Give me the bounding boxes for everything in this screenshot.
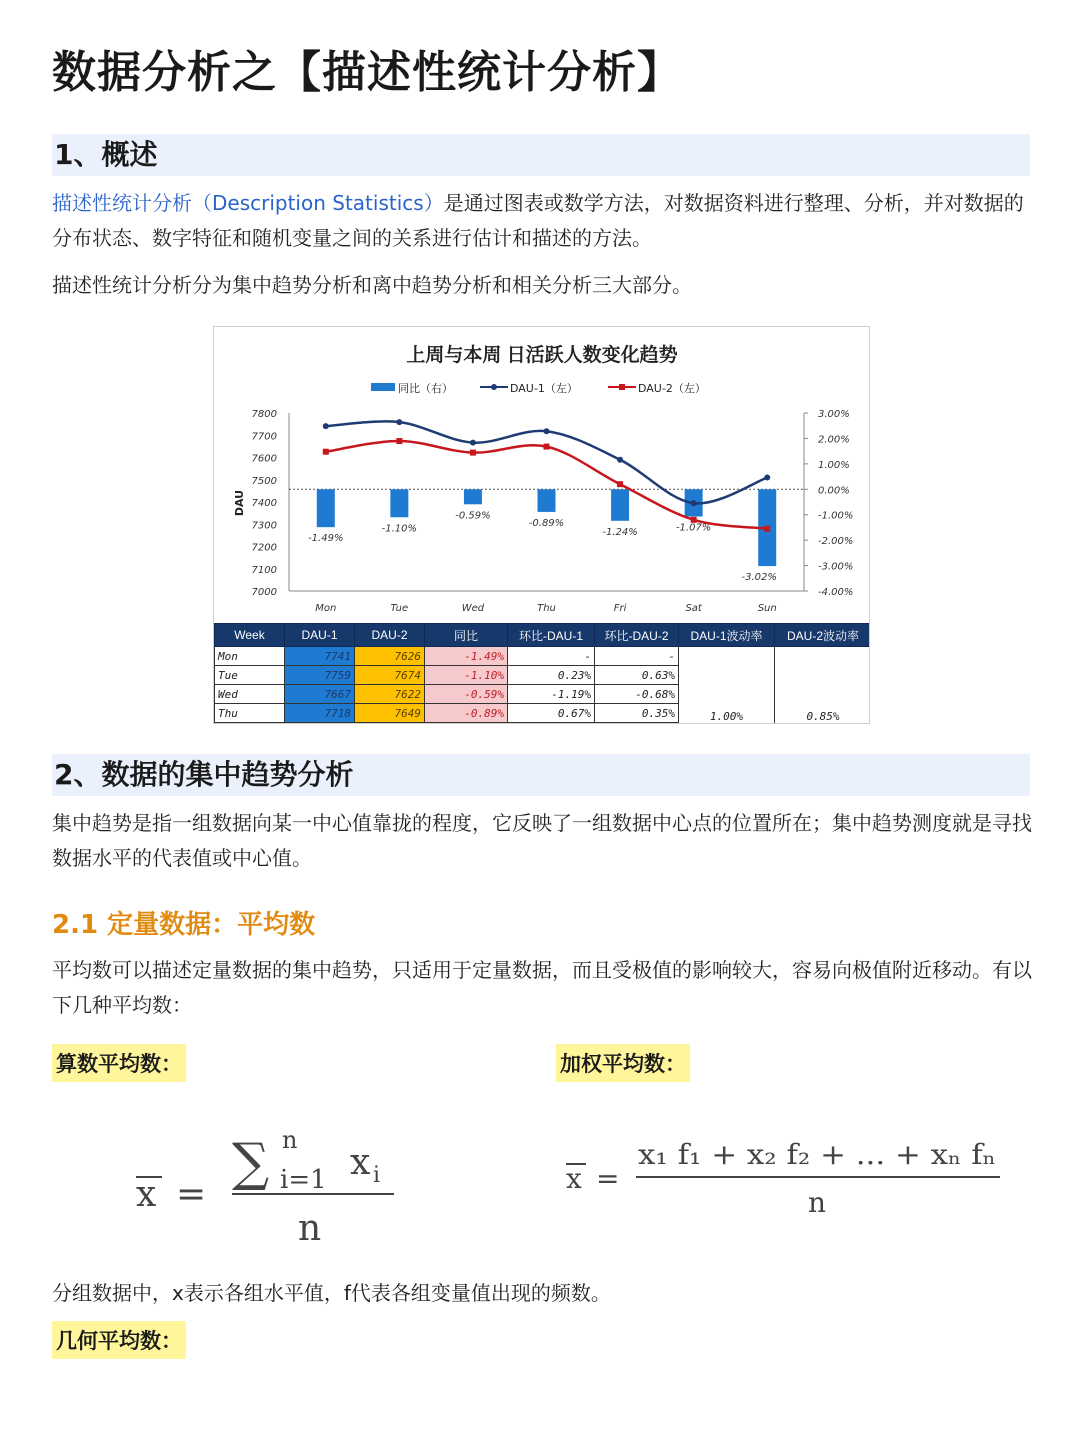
table-cell: 0.63% <box>595 666 679 685</box>
y-right-tick-label: 3.00% <box>818 409 850 420</box>
table-cell: 7622 <box>355 685 425 704</box>
table-header-row <box>215 624 871 647</box>
dau2-point <box>396 438 402 444</box>
dau-chart-figure <box>213 326 870 724</box>
equals-sign: = <box>176 1174 207 1215</box>
weighted-mean-formula <box>560 1126 1010 1226</box>
dau2-point <box>323 449 329 455</box>
dau1-point <box>764 475 770 481</box>
y-right-tick-label: 1.00% <box>818 459 850 471</box>
table-cell: 7649 <box>355 704 425 723</box>
dau1-point <box>617 457 623 463</box>
x-tick-label: Fri <box>613 603 627 614</box>
table-cell: - <box>508 647 595 666</box>
yoy-bar <box>538 489 556 512</box>
dau2-point <box>764 526 770 532</box>
page-title: 数据分析之【描述性统计分析】 <box>52 47 682 98</box>
table-header: DAU-2波动率 <box>775 624 871 647</box>
yoy-bar-label: -1.24% <box>602 526 638 538</box>
dau1-point <box>691 500 697 506</box>
table-cell: -0.68% <box>595 685 679 704</box>
dau-trend-chart <box>214 327 870 623</box>
table-cell: 7674 <box>355 666 425 685</box>
table-cell: 7718 <box>285 704 355 723</box>
overview-paragraph <box>52 186 1032 256</box>
table-header: 环比-DAU-2 <box>595 624 679 647</box>
legend-label-yoy: 同比（右） <box>398 382 453 395</box>
y-right-tick-label: -3.00% <box>818 561 854 573</box>
tag-arithmetic-mean: 算数平均数： <box>52 1044 186 1082</box>
table-cell-vol1: 1.00% <box>679 647 775 723</box>
section-heading-overview: 1、概述 <box>52 134 1030 176</box>
yoy-bar <box>390 489 408 517</box>
table-cell: Wed <box>215 685 285 704</box>
overview-paragraph-2: 描述性统计分析分为集中趋势分析和离中趋势分析和相关分析三大部分。 <box>52 273 692 297</box>
table-header: 同比 <box>425 624 508 647</box>
table-header: Week <box>215 624 285 647</box>
legend-bar-swatch <box>371 383 395 391</box>
mean-paragraph: 平均数可以描述定量数据的集中趋势，只适用于定量数据，而且受极值的影响较大，容易向极值附近移动。有以下几种平均数： <box>52 958 1032 1017</box>
tag-geometric-mean: 几何平均数： <box>52 1321 186 1359</box>
subsection-heading-mean: 2.1 定量数据：平均数 <box>52 910 316 940</box>
table-cell: -0.89% <box>425 704 508 723</box>
table-cell: 7667 <box>285 685 355 704</box>
xi-subscript: i <box>373 1163 381 1188</box>
legend-marker-dau1 <box>491 384 497 390</box>
yoy-bar <box>317 489 335 527</box>
weighted-numerator: x₁ f₁ + x₂ f₂ + ... + xₙ fₙ <box>638 1138 996 1171</box>
xi-symbol: x <box>350 1142 371 1183</box>
y-left-tick-label: 7500 <box>251 475 277 487</box>
dau-lines <box>323 419 770 535</box>
table-cell: Mon <box>215 647 285 666</box>
x-tick-label: Thu <box>537 603 556 614</box>
yoy-bar-label: -0.59% <box>455 510 491 522</box>
y-left-tick-label: 7000 <box>251 587 277 598</box>
weighted-denominator: n <box>808 1186 827 1219</box>
dau1-point <box>323 423 329 429</box>
x-tick-label: Mon <box>315 603 337 614</box>
y-right-tick-label: -4.00% <box>818 587 854 598</box>
y-left-tick-label: 7300 <box>251 520 277 532</box>
y-left-tick-label: 7100 <box>251 564 277 576</box>
xbar-symbol: x <box>136 1174 157 1215</box>
section-heading-central-tendency: 2、数据的集中趋势分析 <box>52 754 1030 796</box>
dau1-point <box>470 440 476 446</box>
yoy-bar-label: -0.89% <box>528 517 565 529</box>
table-cell: -1.10% <box>425 666 508 685</box>
table-cell: - <box>595 647 679 666</box>
chart-title: 上周与本周 日活跃人数变化趋势 <box>406 345 678 366</box>
sum-upper-limit: n <box>282 1126 298 1154</box>
dau2-point <box>470 450 476 456</box>
y-left-tick-label: 7700 <box>251 431 277 443</box>
x-tick-label: Sun <box>757 603 777 614</box>
table-header: DAU-2 <box>355 624 425 647</box>
dau1-point <box>544 428 550 434</box>
table-row <box>215 647 871 666</box>
table-cell: 0.67% <box>508 704 595 723</box>
table-cell: Thu <box>215 704 285 723</box>
dau-data-table <box>214 623 870 723</box>
x-tick-label: Tue <box>390 603 409 614</box>
chart-legend <box>371 381 706 395</box>
dau2-point <box>691 517 697 523</box>
dau2-point <box>544 444 550 450</box>
central-tendency-paragraph: 集中趋势是指一组数据向某一中心值靠拢的程度，它反映了一组数据中心点的位置所在；集中趋势测度就是寻找数据水平的代表值或中心值。 <box>52 811 1032 870</box>
dau1-point <box>396 419 402 425</box>
tag-weighted-mean: 加权平均数： <box>556 1044 690 1082</box>
grouped-data-note: 分组数据中，x表示各组水平值，f代表各组变量值出现的频数。 <box>52 1281 611 1305</box>
x-tick-label: Wed <box>461 603 485 614</box>
table-header: DAU-1 <box>285 624 355 647</box>
sum-lower-limit: i=1 <box>280 1165 327 1195</box>
y-right-tick-label: 2.00% <box>818 434 850 446</box>
yoy-bar-label: -1.07% <box>675 522 712 534</box>
equals-sign-weighted: = <box>596 1162 620 1195</box>
y-right-tick-label: -2.00% <box>818 536 854 548</box>
table-cell: Tue <box>215 666 285 685</box>
y-right-tick-label: -1.00% <box>818 510 854 522</box>
y-right-tick-label: 0.00% <box>818 485 850 497</box>
yoy-bar-label: -1.10% <box>381 523 418 535</box>
yoy-bar <box>464 489 482 504</box>
y-left-tick-label: 7200 <box>251 542 277 554</box>
table-header: DAU-1波动率 <box>679 624 775 647</box>
y-left-tick-label: 7600 <box>251 453 277 465</box>
legend-label-dau1: DAU-1（左） <box>510 382 578 395</box>
table-cell: 7759 <box>285 666 355 685</box>
table-cell: 7626 <box>355 647 425 666</box>
table-cell: 7741 <box>285 647 355 666</box>
yoy-bar <box>611 489 629 521</box>
y-axis-title: DAU <box>233 489 246 517</box>
legend-label-dau2: DAU-2（左） <box>638 382 706 395</box>
table-header: 环比-DAU-1 <box>508 624 595 647</box>
highlighted-term: 描述性统计分析（Description Statistics） <box>52 191 444 215</box>
x-tick-label: Sat <box>685 603 702 614</box>
table-cell: -1.49% <box>425 647 508 666</box>
y-left-tick-label: 7800 <box>251 409 277 420</box>
yoy-bar-label: -3.02% <box>741 572 777 584</box>
table-cell: 0.35% <box>595 704 679 723</box>
dau2-point <box>617 481 623 487</box>
legend-marker-dau2 <box>619 384 625 390</box>
overview-text: 是通过图表或数学方法，对数据资料进行整理、分析，并对数据的分布状态、数字特征和随机变量之间的关系进行估计和描述的方法。 <box>52 191 1024 250</box>
sum-symbol: ∑ <box>232 1133 270 1193</box>
xbar-symbol-weighted: x <box>566 1162 582 1195</box>
table-cell-vol2: 0.85% <box>775 647 871 723</box>
table-cell: -0.59% <box>425 685 508 704</box>
denominator-n: n <box>298 1208 322 1249</box>
arithmetic-mean-formula <box>120 1118 420 1258</box>
y-left-tick-label: 7400 <box>251 498 277 509</box>
table-cell: 0.23% <box>508 666 595 685</box>
table-cell: -1.19% <box>508 685 595 704</box>
yoy-bar-label: -1.49% <box>308 533 344 545</box>
